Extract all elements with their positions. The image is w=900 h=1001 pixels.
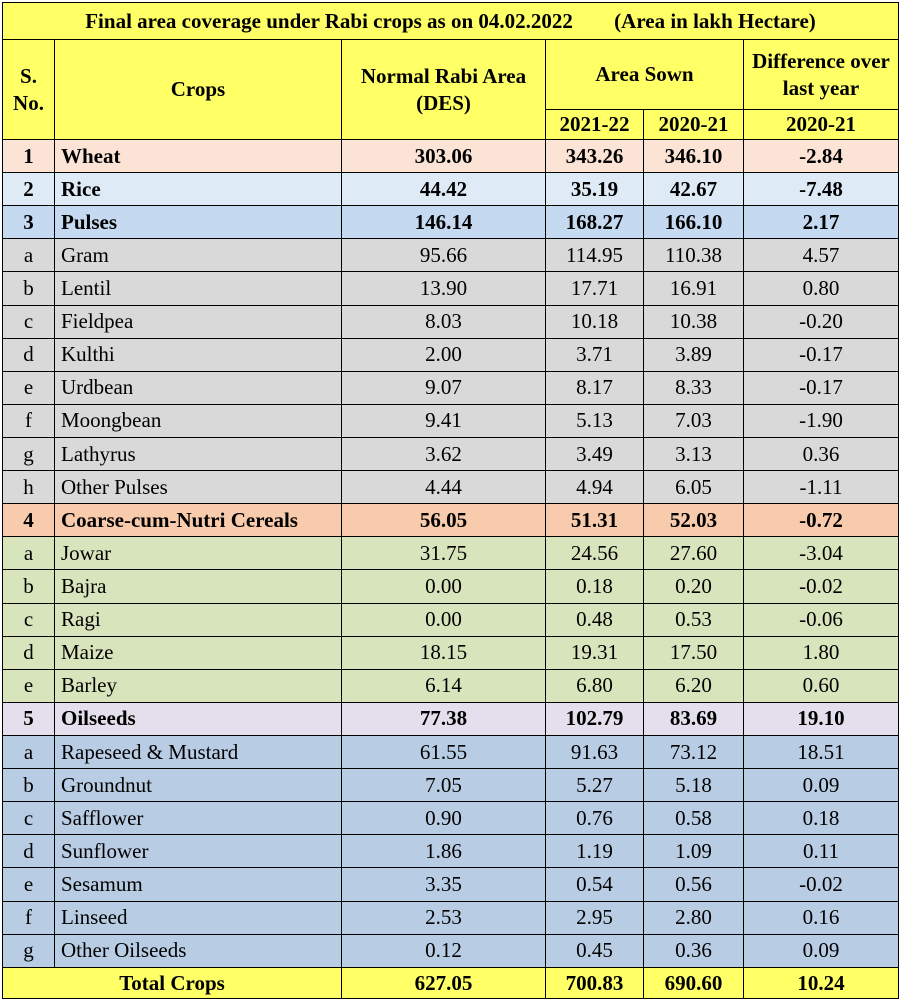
table-row — [3, 735, 899, 768]
cell-sown-2020-21: 346.10 — [644, 140, 744, 173]
cell-sown-2021-22: 0.48 — [546, 603, 644, 636]
cell-sno: 1 — [3, 140, 55, 173]
header-normal-area: Normal Rabi Area (DES) — [342, 40, 546, 140]
cell-sown-2020-21: 17.50 — [644, 636, 744, 669]
cell-normal-area: 7.05 — [342, 769, 546, 802]
cell-normal-area: 303.06 — [342, 140, 546, 173]
cell-crop: Maize — [55, 636, 342, 669]
table-row — [3, 802, 899, 835]
cell-sown-2021-22: 102.79 — [546, 702, 644, 735]
cell-sown-2020-21: 3.89 — [644, 338, 744, 371]
cell-sno: 2 — [3, 173, 55, 206]
cell-sown-2021-22: 343.26 — [546, 140, 644, 173]
cell-normal-area: 13.90 — [342, 272, 546, 305]
unit-note: (Area in lakh Hectare) — [614, 8, 816, 33]
rabi-crop-coverage-sheet — [2, 2, 898, 999]
cell-crop: Lentil — [55, 272, 342, 305]
cell-crop: Linseed — [55, 901, 342, 934]
cell-normal-area: 0.12 — [342, 934, 546, 967]
header-difference: Difference over last year — [744, 40, 899, 110]
cell-sno: d — [3, 338, 55, 371]
cell-sown-2021-22: 1.19 — [546, 835, 644, 868]
table-row — [3, 206, 899, 239]
cell-normal-area: 9.07 — [342, 371, 546, 404]
cell-sown-2020-21: 110.38 — [644, 239, 744, 272]
cell-crop: Fieldpea — [55, 305, 342, 338]
cell-difference: -0.02 — [744, 868, 899, 901]
total-sown-2021-22: 700.83 — [546, 968, 644, 999]
header-year-2021-22: 2021-22 — [546, 110, 644, 140]
cell-sown-2021-22: 17.71 — [546, 272, 644, 305]
cell-crop: Ragi — [55, 603, 342, 636]
cell-normal-area: 6.14 — [342, 669, 546, 702]
cell-crop: Urdbean — [55, 371, 342, 404]
cell-difference: -0.06 — [744, 603, 899, 636]
cell-sown-2020-21: 7.03 — [644, 404, 744, 437]
cell-sown-2020-21: 3.13 — [644, 437, 744, 470]
cell-crop: Bajra — [55, 570, 342, 603]
table-row — [3, 669, 899, 702]
cell-difference: -1.11 — [744, 471, 899, 504]
cell-crop: Moongbean — [55, 404, 342, 437]
cell-crop: Lathyrus — [55, 437, 342, 470]
cell-sno: g — [3, 437, 55, 470]
cell-normal-area: 61.55 — [342, 735, 546, 768]
table-row — [3, 471, 899, 504]
cell-sown-2021-22: 51.31 — [546, 504, 644, 537]
table-row — [3, 570, 899, 603]
total-sown-2020-21: 690.60 — [644, 968, 744, 999]
cell-sown-2021-22: 8.17 — [546, 371, 644, 404]
table-title-cell — [3, 3, 899, 40]
cell-difference: 2.17 — [744, 206, 899, 239]
table-row — [3, 636, 899, 669]
cell-sno: g — [3, 934, 55, 967]
cell-difference: 0.09 — [744, 934, 899, 967]
cell-difference: -0.02 — [744, 570, 899, 603]
cell-sno: e — [3, 868, 55, 901]
cell-difference: -0.72 — [744, 504, 899, 537]
cell-crop: Other Oilseeds — [55, 934, 342, 967]
cell-sno: h — [3, 471, 55, 504]
cell-sno: d — [3, 636, 55, 669]
cell-difference: -0.17 — [744, 338, 899, 371]
cell-crop: Coarse-cum-Nutri Cereals — [55, 504, 342, 537]
cell-crop: Pulses — [55, 206, 342, 239]
cell-difference: 4.57 — [744, 239, 899, 272]
table-row — [3, 338, 899, 371]
table-row — [3, 140, 899, 173]
cell-normal-area: 18.15 — [342, 636, 546, 669]
cell-normal-area: 146.14 — [342, 206, 546, 239]
cell-difference: -1.90 — [744, 404, 899, 437]
cell-crop: Safflower — [55, 802, 342, 835]
table-row — [3, 868, 899, 901]
cell-sown-2020-21: 6.20 — [644, 669, 744, 702]
cell-normal-area: 2.00 — [342, 338, 546, 371]
cell-sown-2020-21: 83.69 — [644, 702, 744, 735]
cell-sown-2020-21: 6.05 — [644, 471, 744, 504]
cell-crop: Kulthi — [55, 338, 342, 371]
cell-difference: -0.20 — [744, 305, 899, 338]
header-diff-year: 2020-21 — [744, 110, 899, 140]
table-row — [3, 504, 899, 537]
table-row — [3, 404, 899, 437]
cell-normal-area: 44.42 — [342, 173, 546, 206]
table-row — [3, 702, 899, 735]
cell-crop: Other Pulses — [55, 471, 342, 504]
cell-difference: 0.11 — [744, 835, 899, 868]
cell-difference: 0.60 — [744, 669, 899, 702]
cell-sno: a — [3, 239, 55, 272]
cell-sown-2020-21: 5.18 — [644, 769, 744, 802]
cell-sno: f — [3, 901, 55, 934]
cell-sown-2021-22: 24.56 — [546, 537, 644, 570]
cell-sno: f — [3, 404, 55, 437]
table-row — [3, 934, 899, 967]
cell-sown-2020-21: 0.53 — [644, 603, 744, 636]
cell-sown-2021-22: 114.95 — [546, 239, 644, 272]
header-area-sown: Area Sown — [546, 40, 744, 110]
cell-crop: Gram — [55, 239, 342, 272]
cell-sno: d — [3, 835, 55, 868]
table-row — [3, 437, 899, 470]
cell-sown-2020-21: 8.33 — [644, 371, 744, 404]
cell-normal-area: 56.05 — [342, 504, 546, 537]
cell-sown-2020-21: 0.20 — [644, 570, 744, 603]
cell-sown-2021-22: 2.95 — [546, 901, 644, 934]
cell-normal-area: 0.00 — [342, 570, 546, 603]
cell-normal-area: 2.53 — [342, 901, 546, 934]
table-row — [3, 371, 899, 404]
table-title: Final area coverage under Rabi crops as on 04.02.2022 — [85, 8, 573, 33]
cell-sown-2020-21: 2.80 — [644, 901, 744, 934]
table-row — [3, 537, 899, 570]
cell-difference: 0.36 — [744, 437, 899, 470]
cell-normal-area: 8.03 — [342, 305, 546, 338]
cell-normal-area: 1.86 — [342, 835, 546, 868]
table-row — [3, 272, 899, 305]
header-sno: S. No. — [3, 40, 55, 140]
cell-difference: 1.80 — [744, 636, 899, 669]
cell-sown-2021-22: 0.45 — [546, 934, 644, 967]
cell-sown-2021-22: 3.49 — [546, 437, 644, 470]
cell-crop: Barley — [55, 669, 342, 702]
total-normal: 627.05 — [342, 968, 546, 999]
cell-sown-2021-22: 6.80 — [546, 669, 644, 702]
cell-sown-2021-22: 0.76 — [546, 802, 644, 835]
total-label: Total Crops — [3, 968, 342, 999]
header-year-2020-21: 2020-21 — [644, 110, 744, 140]
cell-normal-area: 9.41 — [342, 404, 546, 437]
cell-sown-2020-21: 27.60 — [644, 537, 744, 570]
cell-sno: 3 — [3, 206, 55, 239]
cell-normal-area: 3.62 — [342, 437, 546, 470]
cell-difference: 18.51 — [744, 735, 899, 768]
cell-sown-2021-22: 0.54 — [546, 868, 644, 901]
cell-sno: a — [3, 537, 55, 570]
table-row — [3, 835, 899, 868]
cell-crop: Sesamum — [55, 868, 342, 901]
cell-sown-2021-22: 5.13 — [546, 404, 644, 437]
cell-difference: -2.84 — [744, 140, 899, 173]
cell-sno: b — [3, 570, 55, 603]
cell-crop: Oilseeds — [55, 702, 342, 735]
cell-sown-2021-22: 3.71 — [546, 338, 644, 371]
cell-sown-2020-21: 0.56 — [644, 868, 744, 901]
cell-sno: e — [3, 669, 55, 702]
cell-sno: e — [3, 371, 55, 404]
cell-difference: 0.80 — [744, 272, 899, 305]
cell-sown-2021-22: 10.18 — [546, 305, 644, 338]
cell-difference: 0.18 — [744, 802, 899, 835]
cell-difference: 19.10 — [744, 702, 899, 735]
cell-sown-2021-22: 35.19 — [546, 173, 644, 206]
cell-sown-2021-22: 168.27 — [546, 206, 644, 239]
cell-crop: Groundnut — [55, 769, 342, 802]
table-row — [3, 173, 899, 206]
cell-crop: Sunflower — [55, 835, 342, 868]
cell-sno: 5 — [3, 702, 55, 735]
cell-sown-2021-22: 4.94 — [546, 471, 644, 504]
crop-coverage-table — [2, 2, 899, 999]
cell-normal-area: 31.75 — [342, 537, 546, 570]
cell-difference: -3.04 — [744, 537, 899, 570]
cell-sown-2020-21: 1.09 — [644, 835, 744, 868]
cell-sno: b — [3, 272, 55, 305]
cell-sown-2020-21: 52.03 — [644, 504, 744, 537]
cell-sno: b — [3, 769, 55, 802]
table-body — [3, 140, 899, 968]
cell-sown-2021-22: 19.31 — [546, 636, 644, 669]
cell-crop: Jowar — [55, 537, 342, 570]
cell-sown-2020-21: 42.67 — [644, 173, 744, 206]
cell-crop: Rapeseed & Mustard — [55, 735, 342, 768]
cell-crop: Wheat — [55, 140, 342, 173]
cell-sown-2020-21: 16.91 — [644, 272, 744, 305]
cell-sown-2020-21: 0.58 — [644, 802, 744, 835]
cell-sno: 4 — [3, 504, 55, 537]
cell-sno: a — [3, 735, 55, 768]
cell-sno: c — [3, 802, 55, 835]
cell-crop: Rice — [55, 173, 342, 206]
table-row — [3, 305, 899, 338]
table-row — [3, 603, 899, 636]
cell-sno: c — [3, 603, 55, 636]
total-difference: 10.24 — [744, 968, 899, 999]
cell-normal-area: 77.38 — [342, 702, 546, 735]
cell-sown-2021-22: 0.18 — [546, 570, 644, 603]
header-crops: Crops — [55, 40, 342, 140]
cell-normal-area: 4.44 — [342, 471, 546, 504]
cell-sno: c — [3, 305, 55, 338]
cell-sown-2020-21: 73.12 — [644, 735, 744, 768]
cell-normal-area: 95.66 — [342, 239, 546, 272]
cell-difference: -0.17 — [744, 371, 899, 404]
cell-normal-area: 0.00 — [342, 603, 546, 636]
cell-normal-area: 3.35 — [342, 868, 546, 901]
cell-difference: 0.09 — [744, 769, 899, 802]
cell-sown-2020-21: 166.10 — [644, 206, 744, 239]
cell-sown-2020-21: 0.36 — [644, 934, 744, 967]
cell-sown-2021-22: 5.27 — [546, 769, 644, 802]
table-row — [3, 239, 899, 272]
cell-difference: -7.48 — [744, 173, 899, 206]
cell-normal-area: 0.90 — [342, 802, 546, 835]
cell-sown-2020-21: 10.38 — [644, 305, 744, 338]
table-row — [3, 901, 899, 934]
cell-sown-2021-22: 91.63 — [546, 735, 644, 768]
cell-difference: 0.16 — [744, 901, 899, 934]
table-row — [3, 769, 899, 802]
